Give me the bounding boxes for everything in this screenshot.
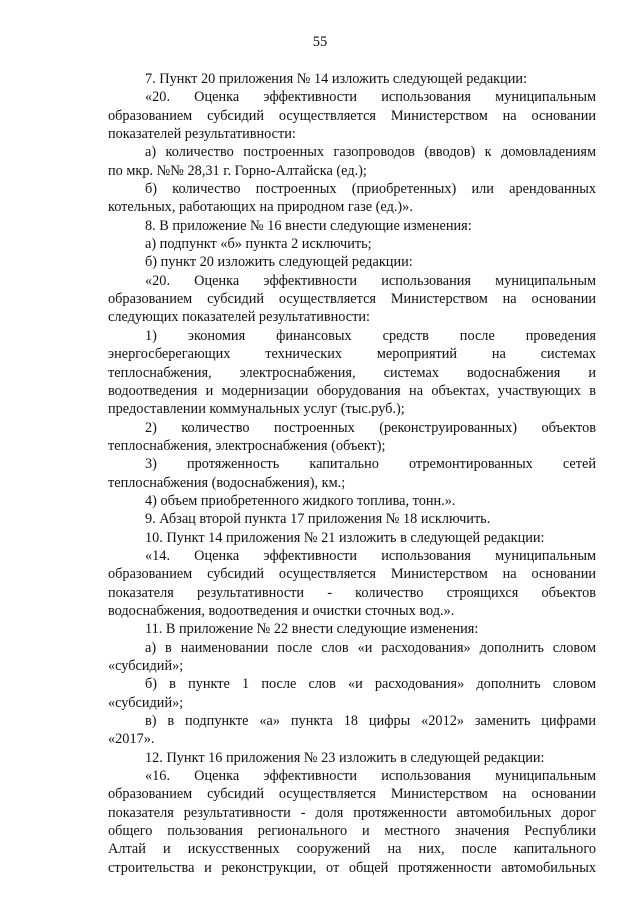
text-line: водоснабжения, водоотведения и очистки сточных вод.». bbox=[108, 602, 455, 619]
text-line: по мкр. №№ 28,31 г. Горно-Алтайска (ед.); bbox=[108, 162, 367, 179]
text-line: водоотведения и модернизации оборудования на объектах, участвующих в bbox=[108, 382, 596, 399]
text-line: следующих показателей результативности: bbox=[108, 309, 370, 326]
text-line: 1) экономия финансовых средств после проведения bbox=[145, 327, 596, 344]
text-line: показателей результативности: bbox=[108, 126, 296, 143]
text-line: образованием субсидий осуществляется Министерством на основании bbox=[108, 107, 596, 124]
text-line: а) подпункт «б» пункта 2 исключить; bbox=[145, 236, 372, 253]
page-number: 55 bbox=[312, 34, 328, 50]
text-line: теплоснабжения, электроснабжения, системах водоснабжения и bbox=[108, 364, 596, 381]
text-line: теплоснабжения, электроснабжения (объект); bbox=[108, 437, 386, 454]
text-line: а) в наименовании после слов «и расходования» дополнить словом bbox=[145, 639, 596, 656]
text-line: общего пользования регионального и местного значения Республики bbox=[108, 823, 596, 840]
text-line: «14. Оценка эффективности использования муниципальным bbox=[145, 547, 596, 564]
text-line: показателя результативности - доля протяженности автомобильных дорог bbox=[108, 804, 596, 821]
text-line: б) в пункте 1 после слов «и расходования» дополнить словом bbox=[145, 676, 596, 693]
text-line: «субсидий»; bbox=[108, 694, 184, 711]
text-line: 10. Пункт 14 приложения № 21 изложить в следующей редакции: bbox=[145, 529, 545, 546]
text-line: образованием субсидий осуществляется Министерством на основании bbox=[108, 291, 596, 308]
text-line: строительства и реконструкции, от общей протяженности автомобильных bbox=[108, 859, 596, 876]
text-line: теплоснабжения (водоснабжения), км.; bbox=[108, 474, 346, 491]
text-line: 8. В приложение № 16 внести следующие изменения: bbox=[145, 217, 472, 234]
text-line: предоставлении коммунальных услуг (тыс.руб.); bbox=[108, 401, 405, 418]
text-line: «субсидий»; bbox=[108, 658, 184, 674]
text-line: показателя результативности - количество строящихся объектов bbox=[108, 584, 596, 601]
text-line: «20. Оценка эффективности использования муниципальным bbox=[145, 272, 596, 289]
text-line: 12. Пункт 16 приложения № 23 изложить в следующей редакции: bbox=[145, 749, 545, 766]
text-line: «16. Оценка эффективности использования муниципальным bbox=[145, 768, 596, 785]
text-line: 2) количество построенных (реконструированных) объектов bbox=[145, 419, 596, 436]
text-line: а) количество построенных газопроводов (вводов) к домовладениям bbox=[145, 144, 596, 161]
text-line: 3) протяженность капитально отремонтированных сетей bbox=[145, 456, 596, 473]
document-body bbox=[108, 70, 596, 877]
text-line: 4) объем приобретенного жидкого топлива, тонн.». bbox=[145, 492, 456, 509]
text-line: образованием субсидий осуществляется Министерством на основании bbox=[108, 786, 596, 803]
text-line: 7. Пункт 20 приложения № 14 изложить следующей редакции: bbox=[145, 71, 528, 87]
text-line: в) в подпункте «а» пункта 18 цифры «2012» заменить цифрами bbox=[145, 713, 596, 730]
text-line: «20. Оценка эффективности использования муниципальным bbox=[145, 89, 596, 106]
text-line: Алтай и искусственных сооружений на них, после капитального bbox=[108, 841, 596, 858]
text-line: образованием субсидий осуществляется Министерством на основании bbox=[108, 566, 596, 583]
text-line: котельных, работающих на природном газе (ед.)». bbox=[108, 199, 413, 216]
text-line: 9. Абзац второй пункта 17 приложения № 18 исключить. bbox=[145, 511, 491, 528]
text-line: «2017». bbox=[108, 731, 155, 748]
text-line: б) количество построенных (приобретенных) или арендованных bbox=[145, 181, 596, 198]
text-line: энергосберегающих технических мероприятий на системах bbox=[108, 346, 596, 363]
text-line: 11. В приложение № 22 внести следующие изменения: bbox=[145, 621, 479, 638]
text-line: б) пункт 20 изложить следующей редакции: bbox=[145, 254, 413, 271]
